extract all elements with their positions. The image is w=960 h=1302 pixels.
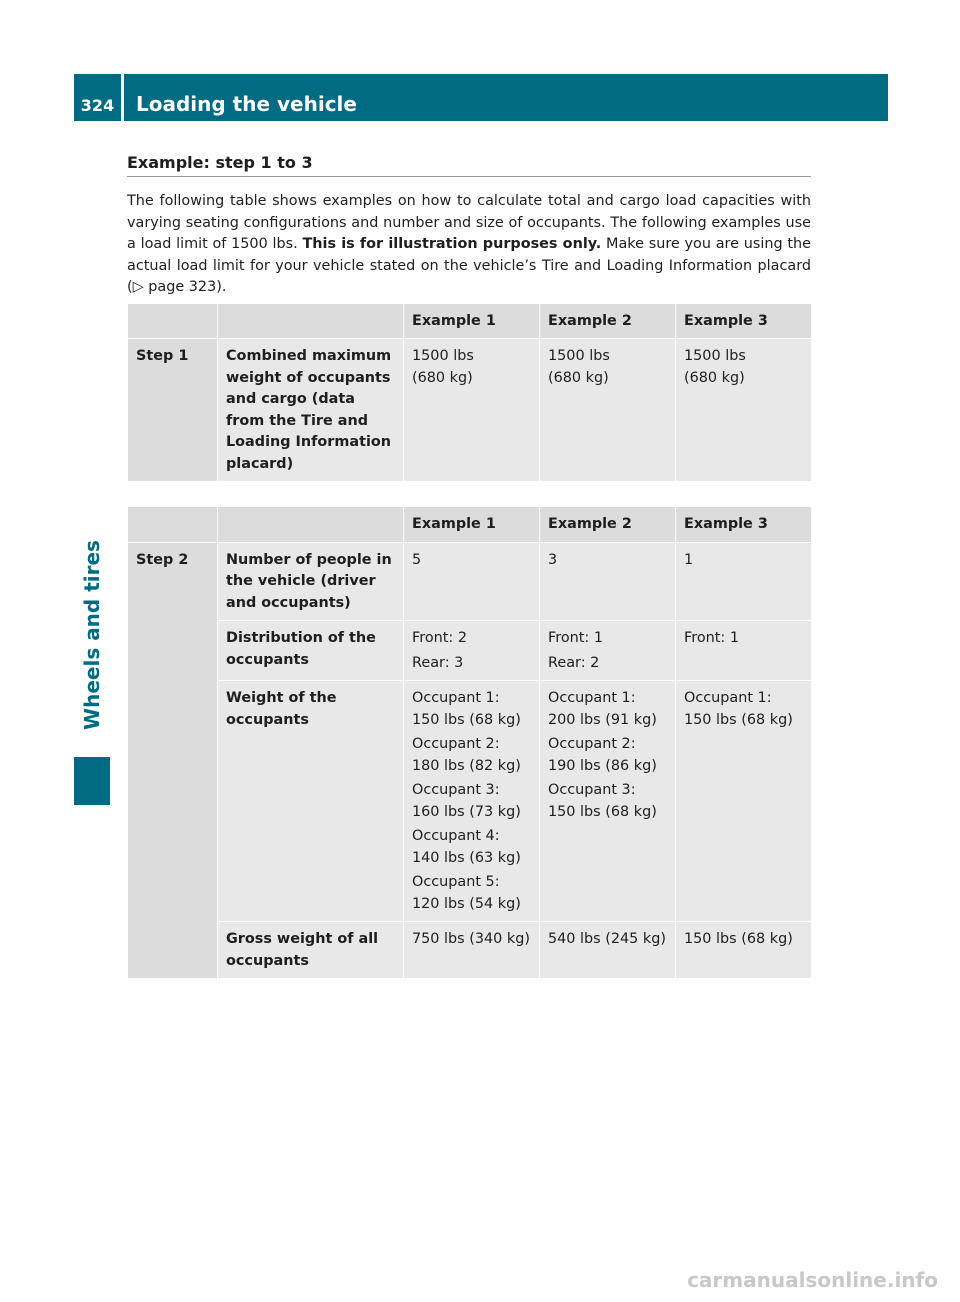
- row-label: Distribution of the occupants: [218, 621, 404, 681]
- table-row: [128, 621, 812, 681]
- value-cell: 1500 lbs (680 kg): [540, 339, 676, 482]
- value-cell: Front: 1: [676, 621, 812, 681]
- side-tab[interactable]: [74, 510, 110, 760]
- value-cell: 3: [540, 542, 676, 621]
- row-label: Gross weight of all occupants: [218, 922, 404, 979]
- watermark: carmanualsonline.info: [687, 1268, 938, 1292]
- chapter-title: Loading the vehicle: [136, 92, 357, 116]
- step1-table: [127, 303, 812, 483]
- table-row: [128, 922, 812, 979]
- intro-bold: This is for illustration purposes only.: [302, 236, 602, 252]
- value-cell: Occupant 1: 150 lbs (68 kg) Occupant 2: 180 lbs (82 kg) Occupant 3: 160 lbs (73 kg) Occupant 4: 140 lbs (63 kg) Occupant 5: 120 lbs (54 kg): [404, 681, 540, 922]
- value-cell: Front: 1 Rear: 2: [540, 621, 676, 681]
- header-cell: [218, 507, 404, 543]
- row-label: Weight of the occupants: [218, 681, 404, 922]
- table-row: [128, 681, 812, 922]
- header-cell: Example 3: [676, 507, 812, 543]
- value-cell: Occupant 1: 150 lbs (68 kg): [676, 681, 812, 922]
- value-cell: Front: 2 Rear: 3: [404, 621, 540, 681]
- step-cell: Step 1: [128, 339, 218, 482]
- row-label: Number of people in the vehicle (driver and occupants): [218, 542, 404, 621]
- intro-text-1: The following table shows examples on how to calculate total and cargo load capacities with varying seating configurations and number and size of occupants. The following examples use a load limit of 1500 lbs.: [127, 193, 811, 252]
- header-cell: [128, 303, 218, 339]
- value-cell: 1500 lbs (680 kg): [404, 339, 540, 482]
- value-cell: 750 lbs (340 kg): [404, 922, 540, 979]
- header-cell: [218, 303, 404, 339]
- table-header-row: [128, 303, 812, 339]
- header-cell: Example 2: [540, 507, 676, 543]
- page-header: [74, 74, 888, 121]
- table-header-row: [128, 507, 812, 543]
- value-cell: 1: [676, 542, 812, 621]
- value-cell: Occupant 1: 200 lbs (91 kg) Occupant 2: 190 lbs (86 kg) Occupant 3: 150 lbs (68 kg): [540, 681, 676, 922]
- table-row: [128, 339, 812, 482]
- section-heading: Example: step 1 to 3: [127, 153, 811, 177]
- side-tab-marker: [74, 757, 110, 805]
- page-number: 324: [74, 74, 124, 121]
- main-content: [127, 153, 811, 979]
- header-cell: Example 2: [540, 303, 676, 339]
- intro-text-2: Make sure you are using the actual load limit for your vehicle stated on the vehicle’s Tire and Loading Information placard (▷ page 323).: [127, 236, 811, 295]
- header-cell: Example 3: [676, 303, 812, 339]
- step-cell: Step 2: [128, 542, 218, 979]
- header-cell: Example 1: [404, 303, 540, 339]
- value-cell: 150 lbs (68 kg): [676, 922, 812, 979]
- side-tab-label: Wheels and tires: [80, 540, 105, 730]
- value-cell: 5: [404, 542, 540, 621]
- intro-paragraph: [127, 191, 811, 299]
- header-cell: Example 1: [404, 507, 540, 543]
- step2-table: [127, 506, 812, 979]
- value-cell: 540 lbs (245 kg): [540, 922, 676, 979]
- value-cell: 1500 lbs (680 kg): [676, 339, 812, 482]
- header-cell: [128, 507, 218, 543]
- table-row: [128, 542, 812, 621]
- row-label: Combined maximum weight of occupants and cargo (data from the Tire and Loading Information placard): [218, 339, 404, 482]
